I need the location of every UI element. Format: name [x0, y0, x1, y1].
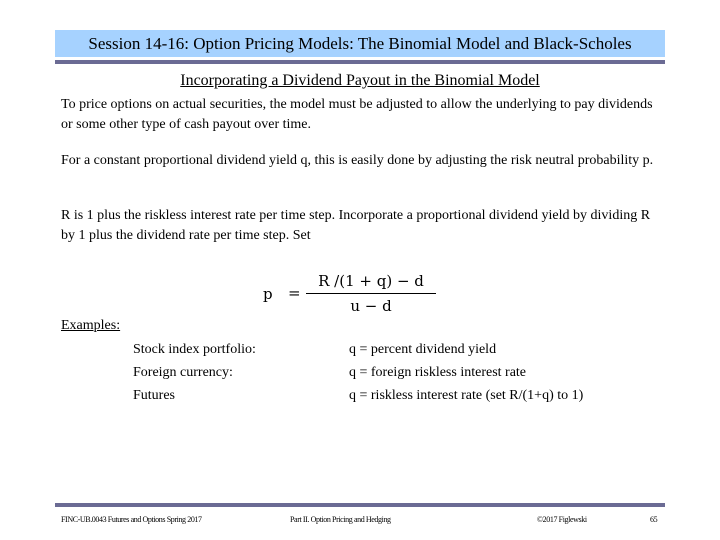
- page-number: 65: [650, 515, 658, 524]
- paragraph-2: For a constant proportional dividend yield q, this is easily done by adjusting the risk neutral probability p.: [61, 153, 654, 168]
- formula-denominator: u − d: [350, 297, 392, 315]
- slide-subtitle: Incorporating a Dividend Payout in the Binomial Model: [180, 72, 540, 89]
- paragraph-1: To price options on actual securities, the model must be adjusted to allow the underlying to pay dividends or some other type of cash payout over time.: [61, 97, 653, 132]
- slide-header: Session 14-16: Option Pricing Models: The Binomial Model and Black-Scholes: [55, 30, 665, 57]
- formula-equals: =: [288, 284, 301, 302]
- formula-lhs: p: [263, 285, 273, 303]
- paragraph-3: R is 1 plus the riskless interest rate per time step. Incorporate a proportional dividend yield by dividing R by 1 plus the dividend rate per time step. Set: [61, 208, 651, 243]
- example-value: q = percent dividend yield: [349, 342, 497, 357]
- fraction-line: [306, 293, 436, 294]
- examples-label: Examples:: [61, 318, 121, 333]
- header-divider: [55, 60, 665, 64]
- footer-course: FINC-UB.0043 Futures and Options Spring 2017: [61, 515, 202, 524]
- footer-part: Part II. Option Pricing and Hedging: [290, 515, 391, 524]
- footer-divider: [55, 503, 665, 507]
- example-name: Stock index portfolio:: [133, 342, 256, 357]
- formula-numerator: R /(1 + q) − d: [318, 272, 424, 290]
- example-value: q = foreign riskless interest rate: [349, 365, 527, 380]
- footer-copyright: ©2017 Figlewski: [537, 515, 587, 524]
- example-value: q = riskless interest rate (set R/(1+q) to 1): [349, 388, 584, 403]
- example-name: Futures: [133, 388, 175, 403]
- example-name: Foreign currency:: [133, 365, 233, 380]
